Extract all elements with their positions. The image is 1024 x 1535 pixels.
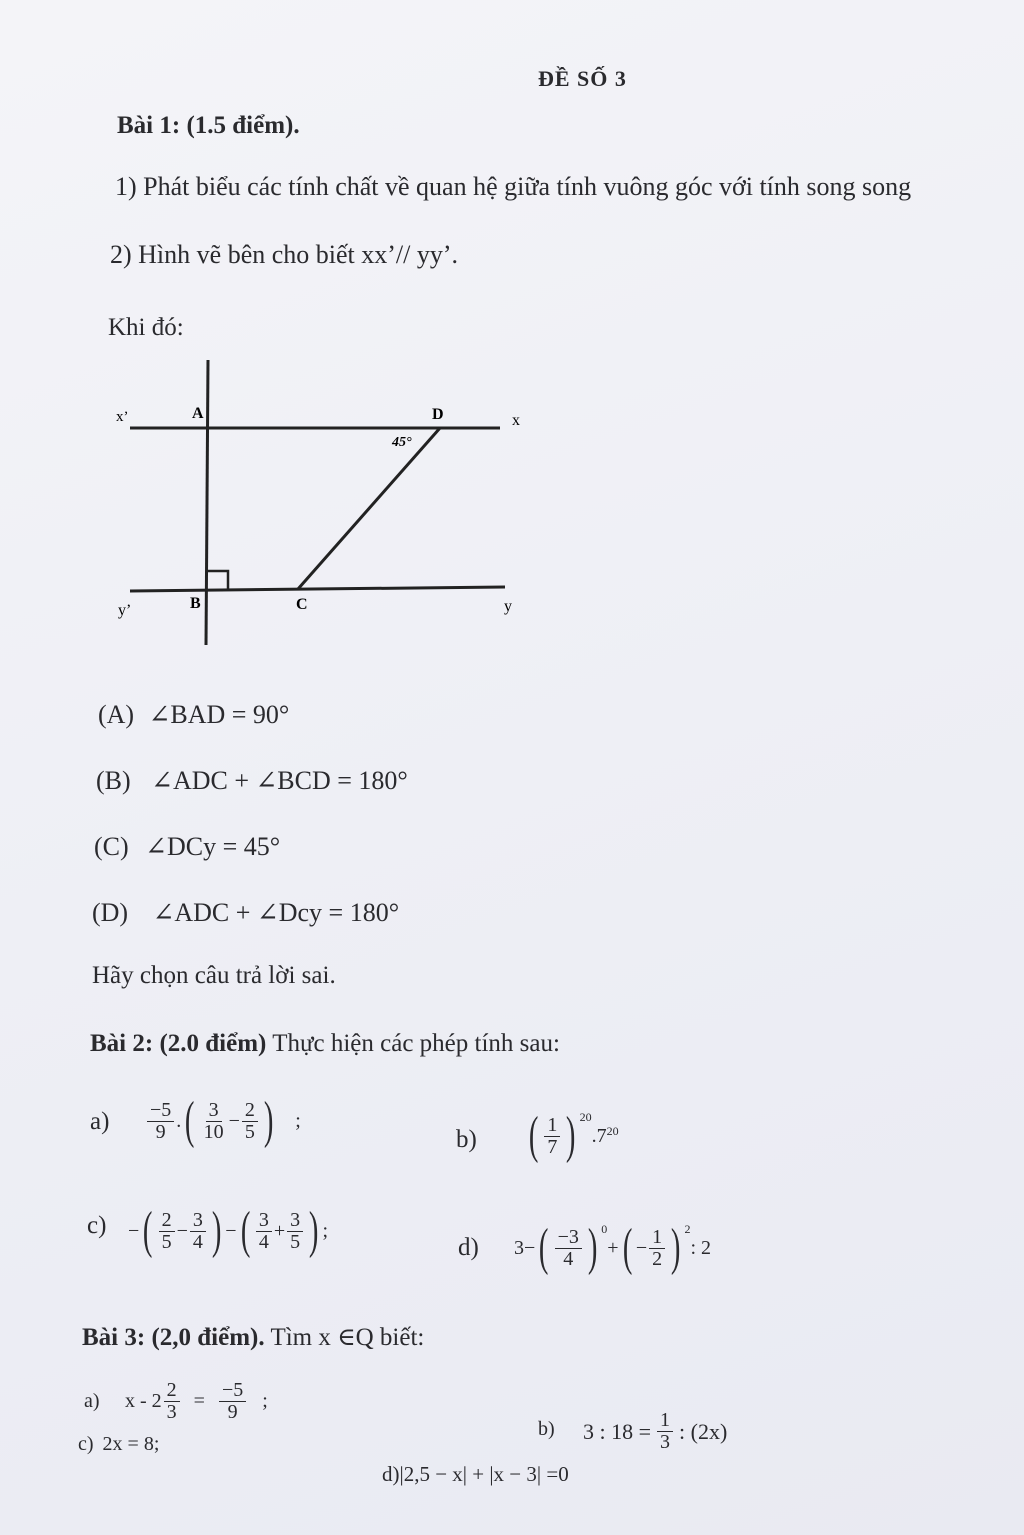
bai3-heading: Bài 3: (2,0 điểm). <box>82 1324 265 1351</box>
bai2-d-expression: 3− ( $\frac{-3}{4}$ ) $^0$ + ( − $\frac{1}{2}$ ) $^2$ : 2 <box>514 1219 711 1276</box>
bai2-d-label: d) <box>458 1234 479 1261</box>
label-y: y <box>504 598 512 615</box>
option-a-label: (A) <box>98 700 135 729</box>
line-ab <box>206 360 208 645</box>
label-x-prime: x’ <box>116 409 129 425</box>
bai3-d-text: |2,5 − x| + |x − 3| =0 <box>399 1462 569 1486</box>
label-y-prime: y’ <box>118 602 132 619</box>
bai3-a-label: a) <box>84 1390 100 1412</box>
bai3-c-label: c) <box>78 1433 94 1455</box>
bai3-a-expression: x - 2 $\frac{2}{3}$ = $\frac{-5}{9}$ ; <box>125 1379 268 1423</box>
bai1-heading: Bài 1: (1.5 điểm). <box>117 112 300 139</box>
bai3-c-text: 2x = 8; <box>102 1433 160 1455</box>
bai3-b-label: b) <box>538 1418 555 1440</box>
geometry-figure <box>100 355 540 655</box>
bai3-b-expression: 3 : 18 = $\frac{1}{3}$ : (2x) <box>583 1409 728 1453</box>
option-b-text: ∠ADC + ∠BCD = 180° <box>151 766 408 795</box>
option-d-label: (D) <box>92 898 129 927</box>
bai2-b-label: b) <box>456 1126 477 1153</box>
option-d-text: ∠ADC + ∠Dcy = 180° <box>152 898 400 927</box>
label-b: B <box>190 595 201 612</box>
option-b[interactable] <box>96 766 408 796</box>
khi-do-label: Khi đó: <box>108 314 184 341</box>
label-c: C <box>296 596 308 613</box>
option-b-label: (B) <box>96 766 131 795</box>
bai1-question-2: 2) Hình vẽ bên cho biết xx’// yy’. <box>110 240 459 269</box>
option-a-text: ∠BAD = 90° <box>148 700 290 729</box>
label-d: D <box>432 406 444 423</box>
bai3-prompt: Tìm x ∈Q biết: <box>270 1324 425 1351</box>
label-x: x <box>512 412 520 429</box>
right-angle-mark <box>207 571 228 591</box>
bai1-question-1: 1) Phát biểu các tính chất về quan hệ giữa tính vuông góc với tính song song <box>115 172 912 201</box>
bai3-d-label: d) <box>382 1462 400 1486</box>
option-d[interactable] <box>92 898 399 928</box>
bai2-heading: Bài 2: (2.0 điểm) <box>90 1030 267 1057</box>
page-title: ĐỀ SỐ 3 <box>538 66 627 91</box>
bai2-prompt: Thực hiện các phép tính sau: <box>272 1030 560 1057</box>
line-yy-prime <box>130 587 505 591</box>
bai3-header <box>82 1322 424 1352</box>
bai2-a-expression: $\frac{-5}{9}$ . ( $\frac{3}{10}$ − $\frac{2}{5}$ ) ; <box>145 1095 301 1147</box>
bai3-d <box>382 1462 569 1487</box>
line-dc <box>298 428 440 589</box>
bai2-header <box>90 1030 560 1058</box>
option-c-label: (C) <box>94 832 129 861</box>
label-a: A <box>192 405 204 422</box>
label-angle-45: 45° <box>392 435 412 450</box>
bai2-c-expression: − ( $\frac{2}{5}$ − $\frac{3}{4}$ ) − ( $\frac{3}{4}$ + $\frac{3}{5}$ ) ; <box>128 1202 328 1259</box>
option-a[interactable] <box>98 700 289 730</box>
bai2-b-expression: ( $\frac{1}{7}$ ) $^{20}$ .7 $^{20}$ <box>528 1107 619 1164</box>
bai1-instruction: Hãy chọn câu trả lời sai. <box>92 962 336 989</box>
bai2-a-label: a) <box>90 1108 110 1135</box>
option-c[interactable] <box>94 832 280 862</box>
bai2-c-label: c) <box>87 1212 107 1239</box>
option-c-text: ∠DCy = 45° <box>145 832 281 861</box>
bai3-c <box>78 1433 159 1456</box>
